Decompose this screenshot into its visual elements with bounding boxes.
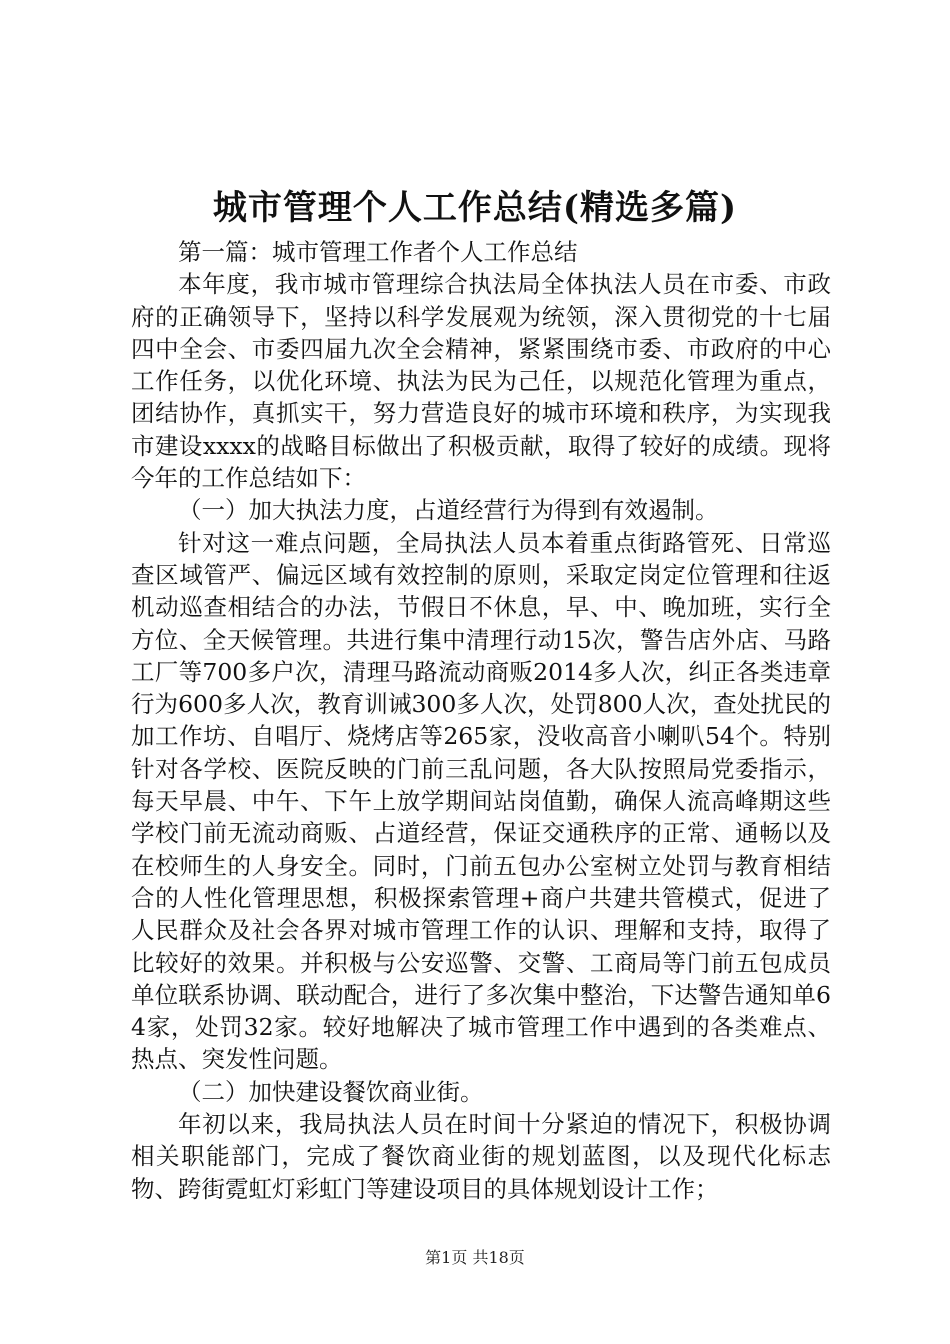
intro-paragraph: 本年度，我市城市管理综合执法局全体执法人员在市委、市政府的正确领导下，坚持以科学发展观为统领，深入贯彻党的十七届四中全会、市委四届九次全会精神，紧紧围绕市委、市政府的中心工作任务，以优化环境、执法为民为己任，以规范化管理为重点，团结协作，真抓实干，努力营造良好的城市环境和秩序，为实现我市建设xxxx的战略目标做出了积极贡献，取得了较好的成绩。现将今年的工作总结如下：: [131, 270, 831, 493]
page-number-footer: 第1页 共18页: [425, 1248, 525, 1267]
document-body: [131, 236, 831, 1205]
body-paragraph-1: 针对这一难点问题，全局执法人员本着重点街路管死、日常巡查区域管严、偏远区域有效控制的原则，采取定岗定位管理和往返机动巡查相结合的办法，节假日不休息，早、中、晚加班，实行全方位、全天候管理。共进行集中清理行动15次，警告店外店、马路工厂等700多户次，清理马路流动商贩2014多人次，纠正各类违章行为600多人次，教育训诫300多人次，处罚800人次，查处扰民的加工作坊、自唱厅、烧烤店等265家，没收高音小喇叭54个。特别针对各学校、医院反映的门前三乱问题，各大队按照局党委指示，每天早晨、中午、下午上放学期间站岗值勤，确保人流高峰期这些学校门前无流动商贩、占道经营，保证交通秩序的正常、通畅以及在校师生的人身安全。同时，门前五包办公室树立处罚与教育相结合的人性化管理思想，积极探索管理+商户共建共管模式，促进了人民群众及社会各界对城市管理工作的认识、理解和支持，取得了比较好的效果。并积极与公安巡警、交警、工商局等门前五包成员单位联系协调、联动配合，进行了多次集中整治，下达警告通知单64家，处罚32家。较好地解决了城市管理工作中遇到的各类难点、热点、突发性问题。: [131, 528, 831, 1074]
body-paragraph-2: 年初以来，我局执法人员在时间十分紧迫的情况下，积极协调相关职能部门，完成了餐饮商业街的规划蓝图，以及现代化标志物、跨街霓虹灯彩虹门等建设项目的具体规划设计工作；: [131, 1110, 831, 1203]
document-title: 城市管理个人工作总结(精选多篇): [212, 188, 738, 228]
subsection-heading-2: （二）加快建设餐饮商业街。: [178, 1077, 484, 1106]
section-heading: 第一篇：城市管理工作者个人工作总结: [178, 238, 578, 266]
subsection-heading-1: （一）加大执法力度，占道经营行为得到有效遏制。: [178, 496, 719, 525]
